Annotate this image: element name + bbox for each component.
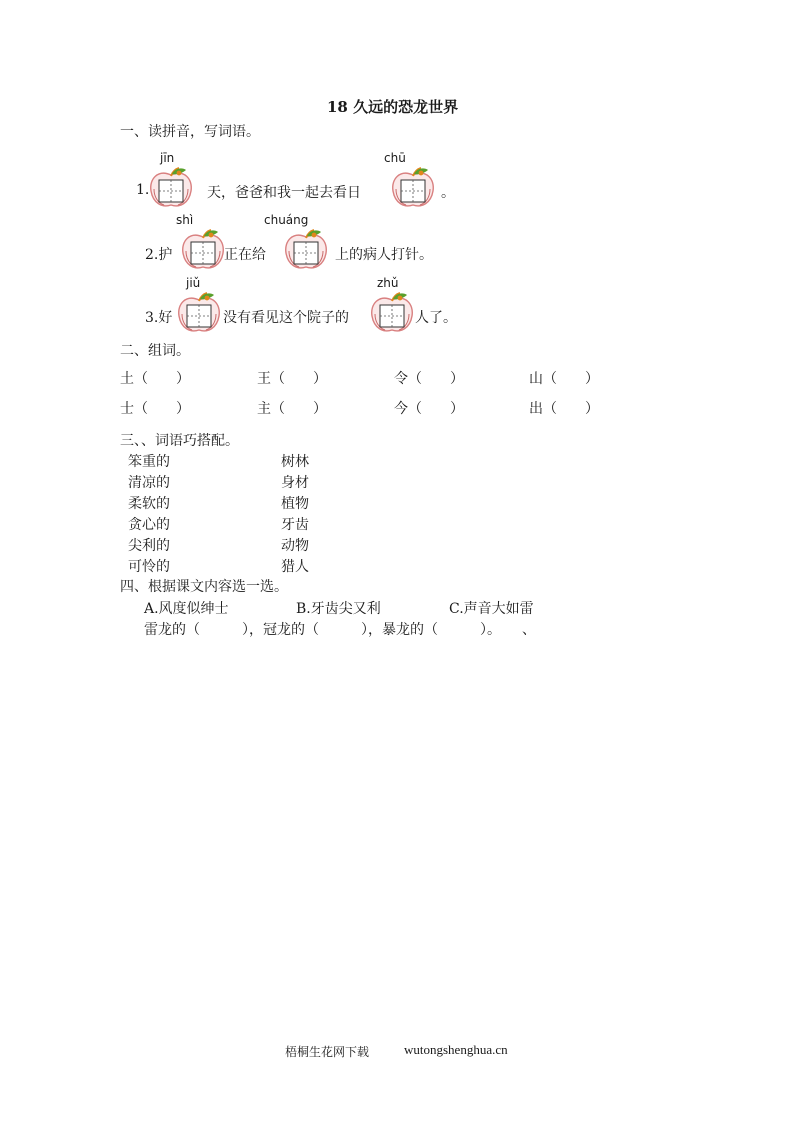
match-left-item: 尖利的 [128, 538, 170, 554]
match-left-item: 清凉的 [128, 475, 170, 491]
match-right-item: 身材 [281, 475, 309, 491]
word-group-item: 山（ ） [529, 371, 599, 387]
pinyin-label: zhǔ [377, 276, 399, 290]
sentence-text: 天，爸爸和我一起去看日 [207, 185, 361, 201]
match-left-item: 贪心的 [128, 517, 170, 533]
match-right-item: 树林 [281, 454, 309, 470]
page-title: 18 久远的恐龙世界 [327, 98, 459, 116]
section-3-heading: 三、、词语巧搭配。 [120, 433, 239, 449]
apple-writing-box-icon[interactable] [390, 167, 436, 209]
match-left-item: 笨重的 [128, 454, 170, 470]
word-group-item: 今（ ） [394, 401, 464, 417]
match-right-item: 植物 [281, 496, 309, 512]
sentence-text: 。 [441, 185, 455, 201]
section-2-heading: 二、组词。 [120, 343, 190, 359]
apple-writing-box-icon[interactable] [369, 292, 415, 334]
footer-site-url[interactable]: wutongshenghua.cn [404, 1042, 508, 1057]
choice-option: B.牙齿尖又利 [296, 601, 381, 617]
word-group-item: 主（ ） [257, 401, 327, 417]
pinyin-label: jīn [160, 151, 175, 165]
sentence-text: 上的病人打针。 [335, 247, 433, 263]
line-number: 3.好 [145, 310, 173, 326]
sentence-text: 没有看见这个院子的 [223, 310, 349, 326]
line-number: 2.护 [145, 247, 173, 263]
sentence-text: 正在给 [224, 247, 266, 263]
match-left-item: 柔软的 [128, 496, 170, 512]
match-right-item: 动物 [281, 538, 309, 554]
choice-option: C.声音大如雷 [449, 601, 534, 617]
word-group-item: 士（ ） [120, 401, 190, 417]
line-number: 1. [136, 182, 150, 198]
pinyin-label: chuáng [264, 213, 309, 227]
sentence-text: 人了。 [415, 310, 457, 326]
word-group-item: 出（ ） [529, 401, 599, 417]
pinyin-label: jiǔ [186, 276, 201, 290]
match-left-item: 可怜的 [128, 559, 170, 575]
footer-site-name: 梧桐生花网下载 [285, 1045, 370, 1059]
choice-question: 雷龙的（ ），冠龙的（ ），暴龙的（ ）。 、 [144, 622, 536, 638]
pinyin-label: shì [176, 213, 194, 227]
section-1-heading: 一、读拼音，写词语。 [120, 124, 260, 140]
choice-option: A.风度似绅士 [144, 601, 229, 617]
word-group-item: 令（ ） [394, 371, 464, 387]
match-right-item: 牙齿 [281, 517, 309, 533]
apple-writing-box-icon[interactable] [176, 292, 222, 334]
word-group-item: 土（ ） [120, 371, 190, 387]
apple-writing-box-icon[interactable] [180, 229, 226, 271]
section-4-heading: 四、根据课文内容选一选。 [120, 579, 288, 595]
word-group-item: 王（ ） [257, 371, 327, 387]
apple-writing-box-icon[interactable] [148, 167, 194, 209]
apple-writing-box-icon[interactable] [283, 229, 329, 271]
match-right-item: 猎人 [281, 559, 309, 575]
pinyin-label: chū [384, 151, 406, 165]
